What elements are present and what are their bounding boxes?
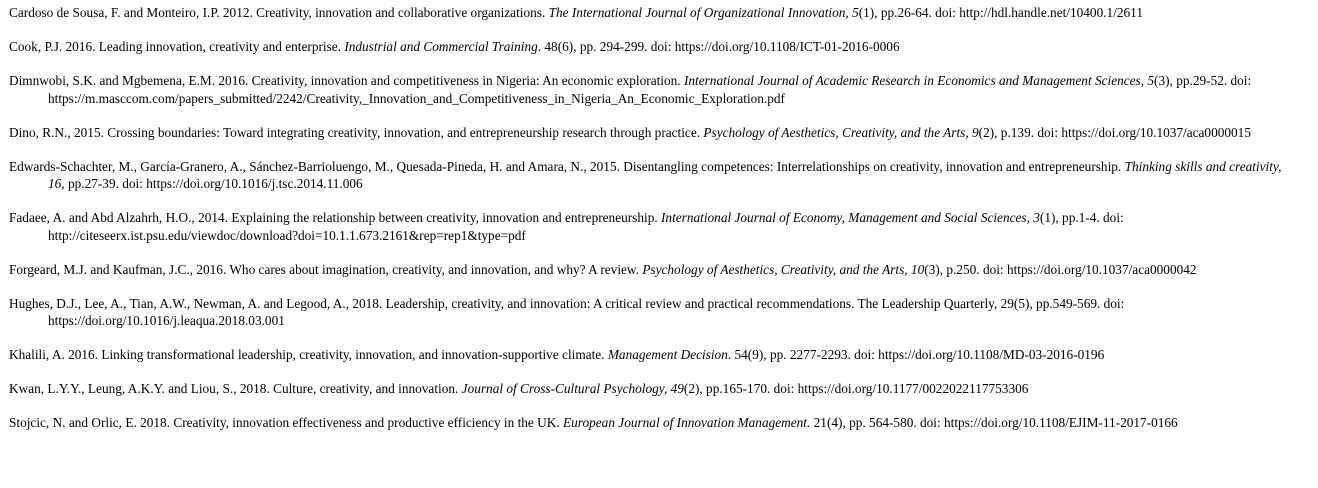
reference-entry: [9, 380, 1300, 398]
reference-text: Edwards-Schachter, M., García-Granero, A., Sánchez-Barrioluengo, M., Quesada-Pineda, H. and Amara, N., 2015. Disentangling competences: Interrelationships on creativity, innovation and entrepreneurship.: [9, 158, 1125, 174]
reference-entry: [9, 158, 1300, 193]
journal-title: Industrial and Commercial Training: [344, 39, 538, 54]
reference-details: (2), p.139. doi: https://doi.org/10.1037/aca0000015: [978, 124, 1251, 140]
reference-entry: [9, 295, 1300, 330]
reference-details: . 48(6), pp. 294-299. doi: https://doi.org/10.1108/ICT-01-2016-0006: [537, 39, 900, 54]
journal-title: International Journal of Academic Research in Economics and Management Sciences, 5: [683, 73, 1155, 88]
reference-details: (1), pp.1-4. doi: http://citeseerx.ist.psu.edu/viewdoc/download?doi=10.1.1.673.2161&rep=rep1&type=pdf: [48, 210, 1124, 243]
reference-details: (1), pp.26-64. doi: http://hdl.handle.net/10400.1/2611: [858, 5, 1143, 20]
journal-title: Thinking skills and creativity, 16: [48, 158, 1282, 191]
reference-details: . 54(9), pp. 2277-2293. doi: https://doi.org/10.1108/MD-03-2016-0196: [727, 347, 1105, 362]
journal-title: Management Decision: [607, 347, 728, 362]
reference-details: (2), pp.165-170. doi: https://doi.org/10.1177/0022022117753306: [683, 381, 1029, 396]
journal-title: Psychology of Aesthetics, Creativity, and the Arts, 10: [642, 261, 925, 277]
reference-details: , pp.27-39. doi: https://doi.org/10.1016/j.tsc.2014.11.006: [61, 176, 363, 191]
reference-text: Stojcic, N. and Orlic, E. 2018. Creativity, innovation effectiveness and productive efficiency in the UK.: [9, 415, 564, 430]
reference-entry: [9, 414, 1300, 432]
reference-text: Forgeard, M.J. and Kaufman, J.C., 2016. Who cares about imagination, creativity, and innovation, and why? A review.: [9, 261, 643, 277]
reference-entry: [9, 38, 1300, 56]
reference-entry: [9, 124, 1300, 142]
reference-text: Fadaee, A. and Abd Alzahrh, H.O., 2014. Explaining the relationship between creativity, innovation and entrepreneurship.: [9, 210, 661, 225]
reference-text: Dino, R.N., 2015. Crossing boundaries: Toward integrating creativity, innovation, and entrepreneurship research through practice.: [9, 124, 704, 140]
reference-text: Cook, P.J. 2016. Leading innovation, creativity and enterprise.: [9, 39, 345, 54]
reference-details: (3), p.250. doi: https://doi.org/10.1037/aca0000042: [924, 261, 1197, 277]
reference-text: Kwan, L.Y.Y., Leung, A.K.Y. and Liou, S., 2018. Culture, creativity, and innovation.: [9, 381, 462, 396]
reference-text: Cardoso de Sousa, F. and Monteiro, I.P. 2012. Creativity, innovation and collaborative organizations.: [9, 5, 549, 20]
journal-title: Journal of Cross-Cultural Psychology, 49: [461, 381, 684, 396]
journal-title: European Journal of Innovation Management.: [563, 415, 811, 430]
reference-text: Hughes, D.J., Lee, A., Tian, A.W., Newman, A. and Legood, A., 2018. Leadership, creativity, and innovation: A critical review and practical recommendations. The Leadership Quarterly, 29(5), pp.549-569. doi: https://doi.org/10.1016/j.leaqua.2018.03.001: [9, 295, 1125, 328]
journal-title: International Journal of Economy, Management and Social Sciences, 3: [661, 210, 1040, 225]
reference-entry: [9, 4, 1300, 22]
reference-details: 21(4), pp. 564-580. doi: https://doi.org/10.1108/EJIM-11-2017-0166: [810, 415, 1178, 430]
reference-text: Dimnwobi, S.K. and Mgbemena, E.M. 2016. Creativity, innovation and competitiveness in Nigeria: An economic exploration.: [9, 73, 684, 88]
journal-title: The International Journal of Organizational Innovation, 5: [548, 5, 859, 20]
reference-details: (3), pp.29-52. doi: https://m.masccom.com/papers_submitted/2242/Creativity,_Innovation_and_Competitiveness_in_Nigeria_An_Economic_Exploration.pdf: [48, 73, 1252, 106]
reference-text: Khalili, A. 2016. Linking transformational leadership, creativity, innovation, and innovation-supportive climate.: [9, 347, 608, 362]
journal-title: Psychology of Aesthetics, Creativity, and the Arts, 9: [703, 124, 979, 140]
reference-entry: [9, 72, 1300, 107]
reference-entry: [9, 209, 1300, 244]
reference-entry: [9, 261, 1300, 279]
reference-entry: [9, 346, 1300, 364]
